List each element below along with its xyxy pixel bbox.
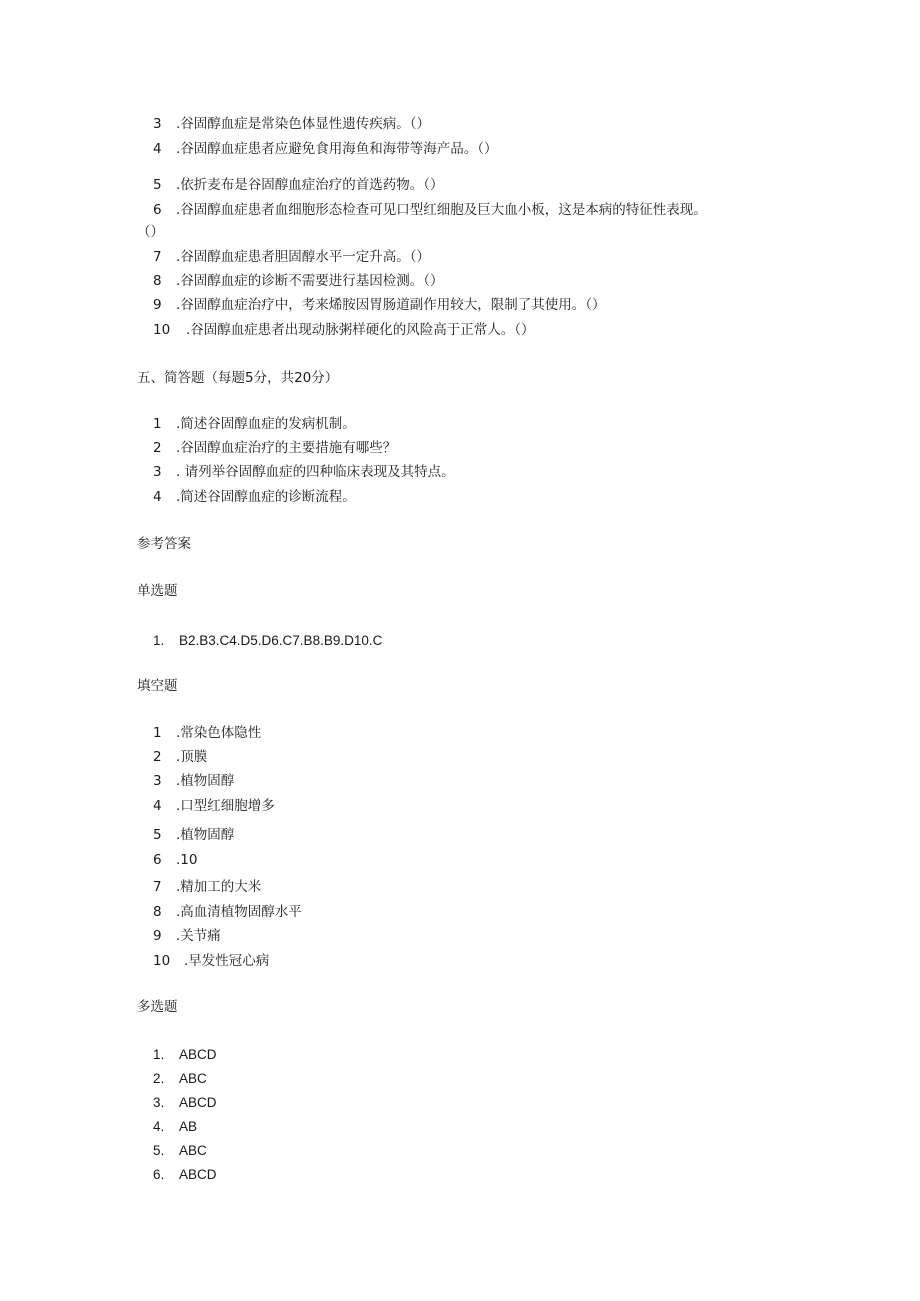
fb-item-text: .高血清植物固醇水平 xyxy=(176,904,302,920)
tf-item-number: 6 xyxy=(153,202,162,218)
tf-item-text: .谷固醇血症是常染色体显性遗传疾病。（） xyxy=(176,116,431,132)
mc-item-number: 1. xyxy=(153,1047,165,1062)
fb-item-number: 2 xyxy=(153,749,162,765)
fb-item-text: .关节痛 xyxy=(176,928,221,944)
tf-item-text: .谷固醇血症治疗中，考来烯胺因胃肠道副作用较大，限制了其使用。（） xyxy=(176,297,606,313)
fb-item-text: .口型红细胞增多 xyxy=(176,798,275,814)
mc-item-number: 6. xyxy=(153,1167,165,1182)
fb-item-number: 3 xyxy=(153,773,162,789)
tf-item-text: .谷固醇血症患者出现动脉粥样硬化的风险高于正常人。（） xyxy=(186,322,535,338)
tf-item-number: 7 xyxy=(153,249,162,265)
fb-item-number: 9 xyxy=(153,928,162,944)
sa-item-text: .谷固醇血症治疗的主要措施有哪些？ xyxy=(176,440,397,456)
fb-item-number: 4 xyxy=(153,798,162,814)
section-title: 五、简答题（每题5分，共20分） xyxy=(137,370,339,386)
mc-item-number: 5. xyxy=(153,1143,165,1158)
sa-item-text: .简述谷固醇血症的诊断流程。 xyxy=(176,489,356,505)
sa-item-number: 1 xyxy=(153,416,162,432)
tf-item-continuation: （） xyxy=(137,224,164,240)
mc-item-number: 4. xyxy=(153,1119,165,1134)
fb-item-number: 1 xyxy=(153,725,162,741)
mc-item-text: AB xyxy=(179,1119,198,1134)
fb-item-number: 7 xyxy=(153,879,162,895)
fb-item-number: 8 xyxy=(153,904,162,920)
sa-item-text: .简述谷固醇血症的发病机制。 xyxy=(176,416,356,432)
single-choice-answers: B2.B3.C4.D5.D6.C7.B8.B9.D10.C xyxy=(179,633,383,648)
mc-item-text: ABCD xyxy=(179,1047,217,1062)
fill-blank-title: 填空题 xyxy=(137,678,178,694)
tf-item-number: 9 xyxy=(153,297,162,313)
tf-item-text: .依折麦布是谷固醇血症治疗的首选药物。（） xyxy=(176,177,444,193)
tf-item-text: .谷固醇血症患者胆固醇水平一定升高。（） xyxy=(176,249,431,265)
fb-item-text: .植物固醇 xyxy=(176,773,235,789)
mc-item-text: ABCD xyxy=(179,1167,217,1182)
tf-item-number: 10 xyxy=(153,322,171,338)
single-choice-number: 1. xyxy=(153,633,165,648)
sa-item-text: . 请列举谷固醇血症的四种临床表现及其特点。 xyxy=(176,464,455,480)
multiple-choice-title: 多选题 xyxy=(137,999,178,1015)
mc-item-text: ABC xyxy=(179,1143,207,1158)
fb-item-number: 5 xyxy=(153,827,162,843)
sa-item-number: 2 xyxy=(153,440,162,456)
mc-item-text: ABCD xyxy=(179,1095,217,1110)
tf-item-text: .谷固醇血症的诊断不需要进行基因检测。（） xyxy=(176,273,444,289)
fb-item-text: .10 xyxy=(176,852,198,868)
fb-item-text: .顶膜 xyxy=(176,749,208,765)
fb-item-text: .早发性冠心病 xyxy=(184,953,270,969)
sa-item-number: 3 xyxy=(153,464,162,480)
mc-item-number: 3. xyxy=(153,1095,165,1110)
fb-item-text: .常染色体隐性 xyxy=(176,725,262,741)
fb-item-number: 6 xyxy=(153,852,162,868)
tf-item-number: 3 xyxy=(153,116,162,132)
tf-item-number: 5 xyxy=(153,177,162,193)
tf-item-number: 4 xyxy=(153,141,162,157)
answers-title: 参考答案 xyxy=(137,536,191,552)
fb-item-text: .植物固醇 xyxy=(176,827,235,843)
tf-item-number: 8 xyxy=(153,273,162,289)
tf-item-text: .谷固醇血症患者血细胞形态检查可见口型红细胞及巨大血小板，这是本病的特征性表现。 xyxy=(176,202,707,218)
mc-item-number: 2. xyxy=(153,1071,165,1086)
fb-item-text: .精加工的大米 xyxy=(176,879,262,895)
fb-item-number: 10 xyxy=(153,953,171,969)
mc-item-text: ABC xyxy=(179,1071,207,1086)
tf-item-text: .谷固醇血症患者应避免食用海鱼和海带等海产品。（） xyxy=(176,141,498,157)
sa-item-number: 4 xyxy=(153,489,162,505)
single-choice-title: 单选题 xyxy=(137,583,178,599)
